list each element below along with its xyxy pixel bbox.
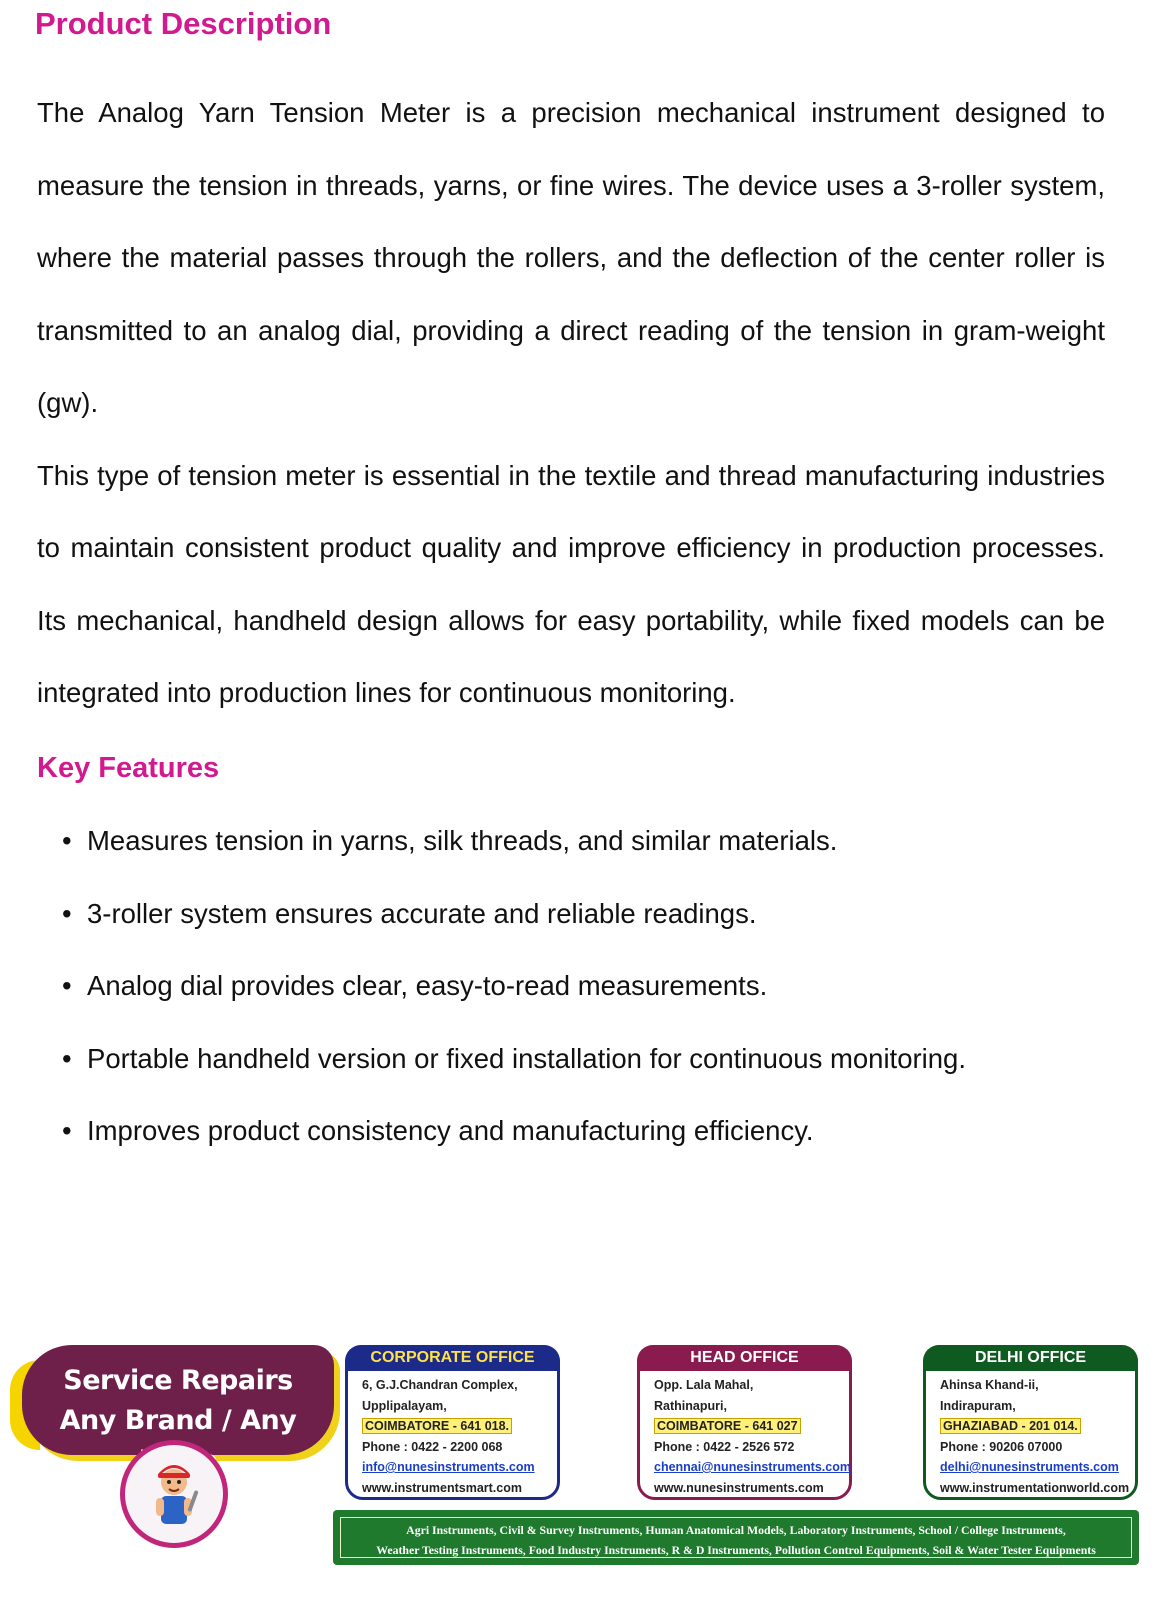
office-address-line: Rathinapuri, (654, 1398, 727, 1413)
service-line-1: Service Repairs (63, 1365, 293, 1396)
key-features-list (62, 805, 966, 1168)
office-website[interactable]: www.nunesinstruments.com (654, 1480, 824, 1495)
feature-text: Improves product consistency and manufacturing efficiency. (87, 1115, 814, 1146)
product-categories-band (333, 1510, 1139, 1565)
corporate-office-card (345, 1345, 560, 1500)
key-features-heading: Key Features (37, 752, 220, 784)
bullet-icon: • (62, 970, 72, 1001)
office-title: CORPORATE OFFICE (345, 1345, 560, 1371)
feature-text: Portable handheld version or fixed installation for continuous monitoring. (87, 1042, 966, 1074)
office-city: COIMBATORE - 641 018. (362, 1418, 512, 1434)
product-description-body (37, 77, 1105, 730)
service-repairs-badge (22, 1345, 334, 1455)
office-phone: Phone : 90206 07000 (940, 1439, 1063, 1454)
categories-line-1: Agri Instruments, Civil & Survey Instruments, Human Anatomical Models, Laboratory Instruments, School / College Instruments, (406, 1523, 1066, 1537)
office-address-line: Indirapuram, (940, 1398, 1016, 1413)
office-website[interactable]: www.instrumentsmart.com (362, 1480, 522, 1495)
feature-text: Measures tension in yarns, silk threads, and similar materials. (87, 825, 838, 856)
office-city: COIMBATORE - 641 027 (654, 1418, 801, 1434)
footer-banner (0, 1330, 1173, 1600)
office-title: DELHI OFFICE (923, 1345, 1138, 1371)
feature-text: 3-roller system ensures accurate and reliable readings. (87, 897, 757, 929)
categories-line-2: Weather Testing Instruments, Food Industry Instruments, R & D Instruments, Pollution Control Equipments, Soil & Water Tester Equipments (376, 1543, 1096, 1557)
feature-item (62, 805, 966, 878)
feature-item (62, 1095, 966, 1168)
office-phone: Phone : 0422 - 2200 068 (362, 1439, 503, 1454)
office-address-line: Opp. Lala Mahal, (654, 1378, 754, 1392)
bullet-icon: • (62, 1115, 72, 1146)
feature-item (62, 950, 966, 1023)
office-website[interactable]: www.instrumentationworld.com (940, 1480, 1130, 1495)
office-title: HEAD OFFICE (637, 1345, 852, 1371)
delhi-office-card (923, 1345, 1138, 1500)
bullet-icon: • (62, 897, 72, 929)
bullet-icon: • (62, 1042, 72, 1074)
feature-item (62, 1023, 966, 1096)
office-phone: Phone : 0422 - 2526 572 (654, 1439, 795, 1454)
office-email-link[interactable]: chennai@nunesinstruments.com (654, 1460, 851, 1474)
service-line-2: Any Brand / Any (59, 1405, 297, 1436)
feature-item (62, 878, 966, 951)
office-address-line: Upplipalayam, (362, 1398, 447, 1413)
repairman-mascot-icon (120, 1440, 228, 1548)
bullet-icon: • (62, 825, 72, 856)
description-paragraph-1: The Analog Yarn Tension Meter is a precision mechanical instrument designed to measure the tension in threads, yarns, or fine wires. The device uses a 3-roller system, where the material passes through the rollers, and the deflection of the center roller is transmitted to an analog dial, providing a direct reading of the tension in gram-weight (gw). (37, 97, 1105, 418)
office-address-line: Ahinsa Khand-ii, (940, 1378, 1039, 1392)
head-office-card (637, 1345, 852, 1500)
office-email-link[interactable]: info@nunesinstruments.com (362, 1460, 535, 1474)
office-address-line: 6, G.J.Chandran Complex, (362, 1378, 518, 1392)
description-paragraph-2: This type of tension meter is essential in the textile and thread manufacturing industries to maintain consistent product quality and improve efficiency in production processes. Its mechanical, handheld design allows for easy portability, while fixed models can be integrated into production lines for continuous monitoring. (37, 459, 1105, 708)
office-email-link[interactable]: delhi@nunesinstruments.com (940, 1460, 1119, 1474)
feature-text: Analog dial provides clear, easy-to-read measurements. (87, 970, 768, 1001)
office-city: GHAZIABAD - 201 014. (940, 1418, 1081, 1434)
product-description-heading: Product Description (35, 6, 332, 41)
